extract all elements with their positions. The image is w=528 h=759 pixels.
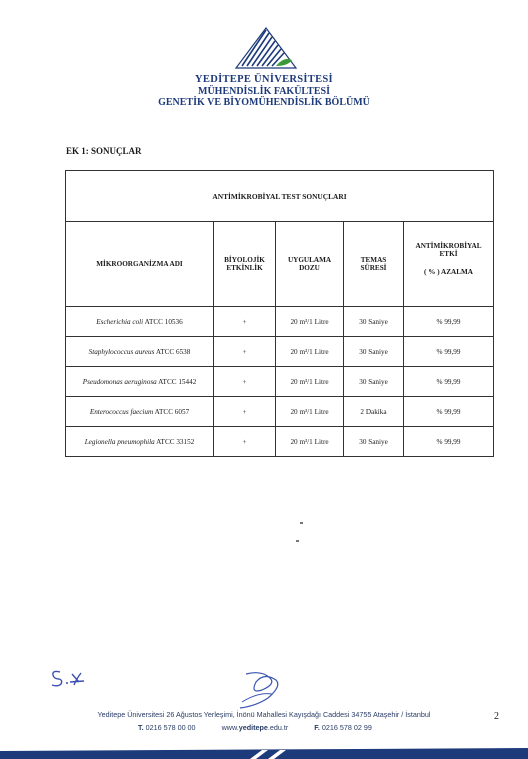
- dose-cell: 20 m³/1 Litre: [276, 397, 344, 427]
- page-number: 2: [494, 711, 499, 722]
- dose-cell: 20 m³/1 Litre: [276, 367, 344, 397]
- header-contact-time: TEMAS SÜRESİ: [344, 222, 404, 307]
- footer-stripe: [0, 746, 528, 759]
- dose-cell: 20 m³/1 Litre: [276, 307, 344, 337]
- dose-cell: 20 m³/1 Litre: [276, 337, 344, 367]
- reduction-cell: % 99,99: [404, 367, 494, 397]
- faculty-name: MÜHENDİSLİK FAKÜLTESİ: [198, 86, 330, 97]
- table-row: [66, 367, 494, 397]
- organism-cell: Pseudomonas aeruginosa ATCC 15442: [66, 367, 214, 397]
- scan-speck: [296, 540, 299, 542]
- organism-cell: Legionella pneumophila ATCC 33152: [66, 427, 214, 457]
- scan-speck: [300, 522, 303, 524]
- results-table-wrapper: [65, 170, 493, 457]
- time-cell: 2 Dakika: [344, 397, 404, 427]
- time-cell: 30 Saniye: [344, 337, 404, 367]
- activity-cell: +: [214, 427, 276, 457]
- footer-address: Yeditepe Üniversitesi 26 Ağustos Yerleşimi, İnönü Mahallesi Kayışdağı Caddesi 34755 Ataşehir / İstanbul: [97, 710, 431, 719]
- reduction-cell: % 99,99: [404, 307, 494, 337]
- activity-cell: +: [214, 397, 276, 427]
- time-cell: 30 Saniye: [344, 367, 404, 397]
- reduction-cell: % 99,99: [404, 427, 494, 457]
- yeditepe-logo-icon: [232, 26, 300, 70]
- university-name: YEDİTEPE ÜNİVERSİTESİ: [195, 74, 333, 85]
- table-title: ANTİMİKROBİYAL TEST SONUÇLARI: [66, 171, 494, 222]
- table-row: [66, 337, 494, 367]
- header-activity: BİYOLOJİK ETKİNLİK: [214, 222, 276, 307]
- dose-cell: 20 m³/1 Litre: [276, 427, 344, 457]
- yeditepe-script-mark-icon: [232, 668, 284, 710]
- header-organism: MİKROORGANİZMA ADI: [66, 222, 214, 307]
- handwritten-initials-signature: [48, 666, 98, 690]
- footer-phone: T. 0216 578 00 00: [138, 723, 196, 732]
- organism-cell: Staphylococcus aureus ATCC 6538: [66, 337, 214, 367]
- footer-fax: F. 0216 578 02 99: [314, 723, 372, 732]
- department-name: GENETİK VE BİYOMÜHENDİSLİK BÖLÜMÜ: [158, 97, 370, 108]
- organism-cell: Enterococcus faecium ATCC 6057: [66, 397, 214, 427]
- section-title: EK 1: SONUÇLAR: [66, 146, 142, 156]
- footer-website[interactable]: www.yeditepe.edu.tr: [221, 723, 289, 732]
- reduction-cell: % 99,99: [404, 337, 494, 367]
- results-table: [65, 170, 494, 457]
- table-row: [66, 427, 494, 457]
- reduction-cell: % 99,99: [404, 397, 494, 427]
- activity-cell: +: [214, 337, 276, 367]
- activity-cell: +: [214, 307, 276, 337]
- time-cell: 30 Saniye: [344, 427, 404, 457]
- organism-cell: Escherichia coli ATCC 10536: [66, 307, 214, 337]
- table-row: [66, 397, 494, 427]
- activity-cell: +: [214, 367, 276, 397]
- table-row: [66, 307, 494, 337]
- header-dose: UYGULAMA DOZU: [276, 222, 344, 307]
- header-effect: ANTİMİKROBİYAL ETKİ ( % ) AZALMA: [404, 222, 494, 307]
- footer-contact: [138, 723, 396, 732]
- time-cell: 30 Saniye: [344, 307, 404, 337]
